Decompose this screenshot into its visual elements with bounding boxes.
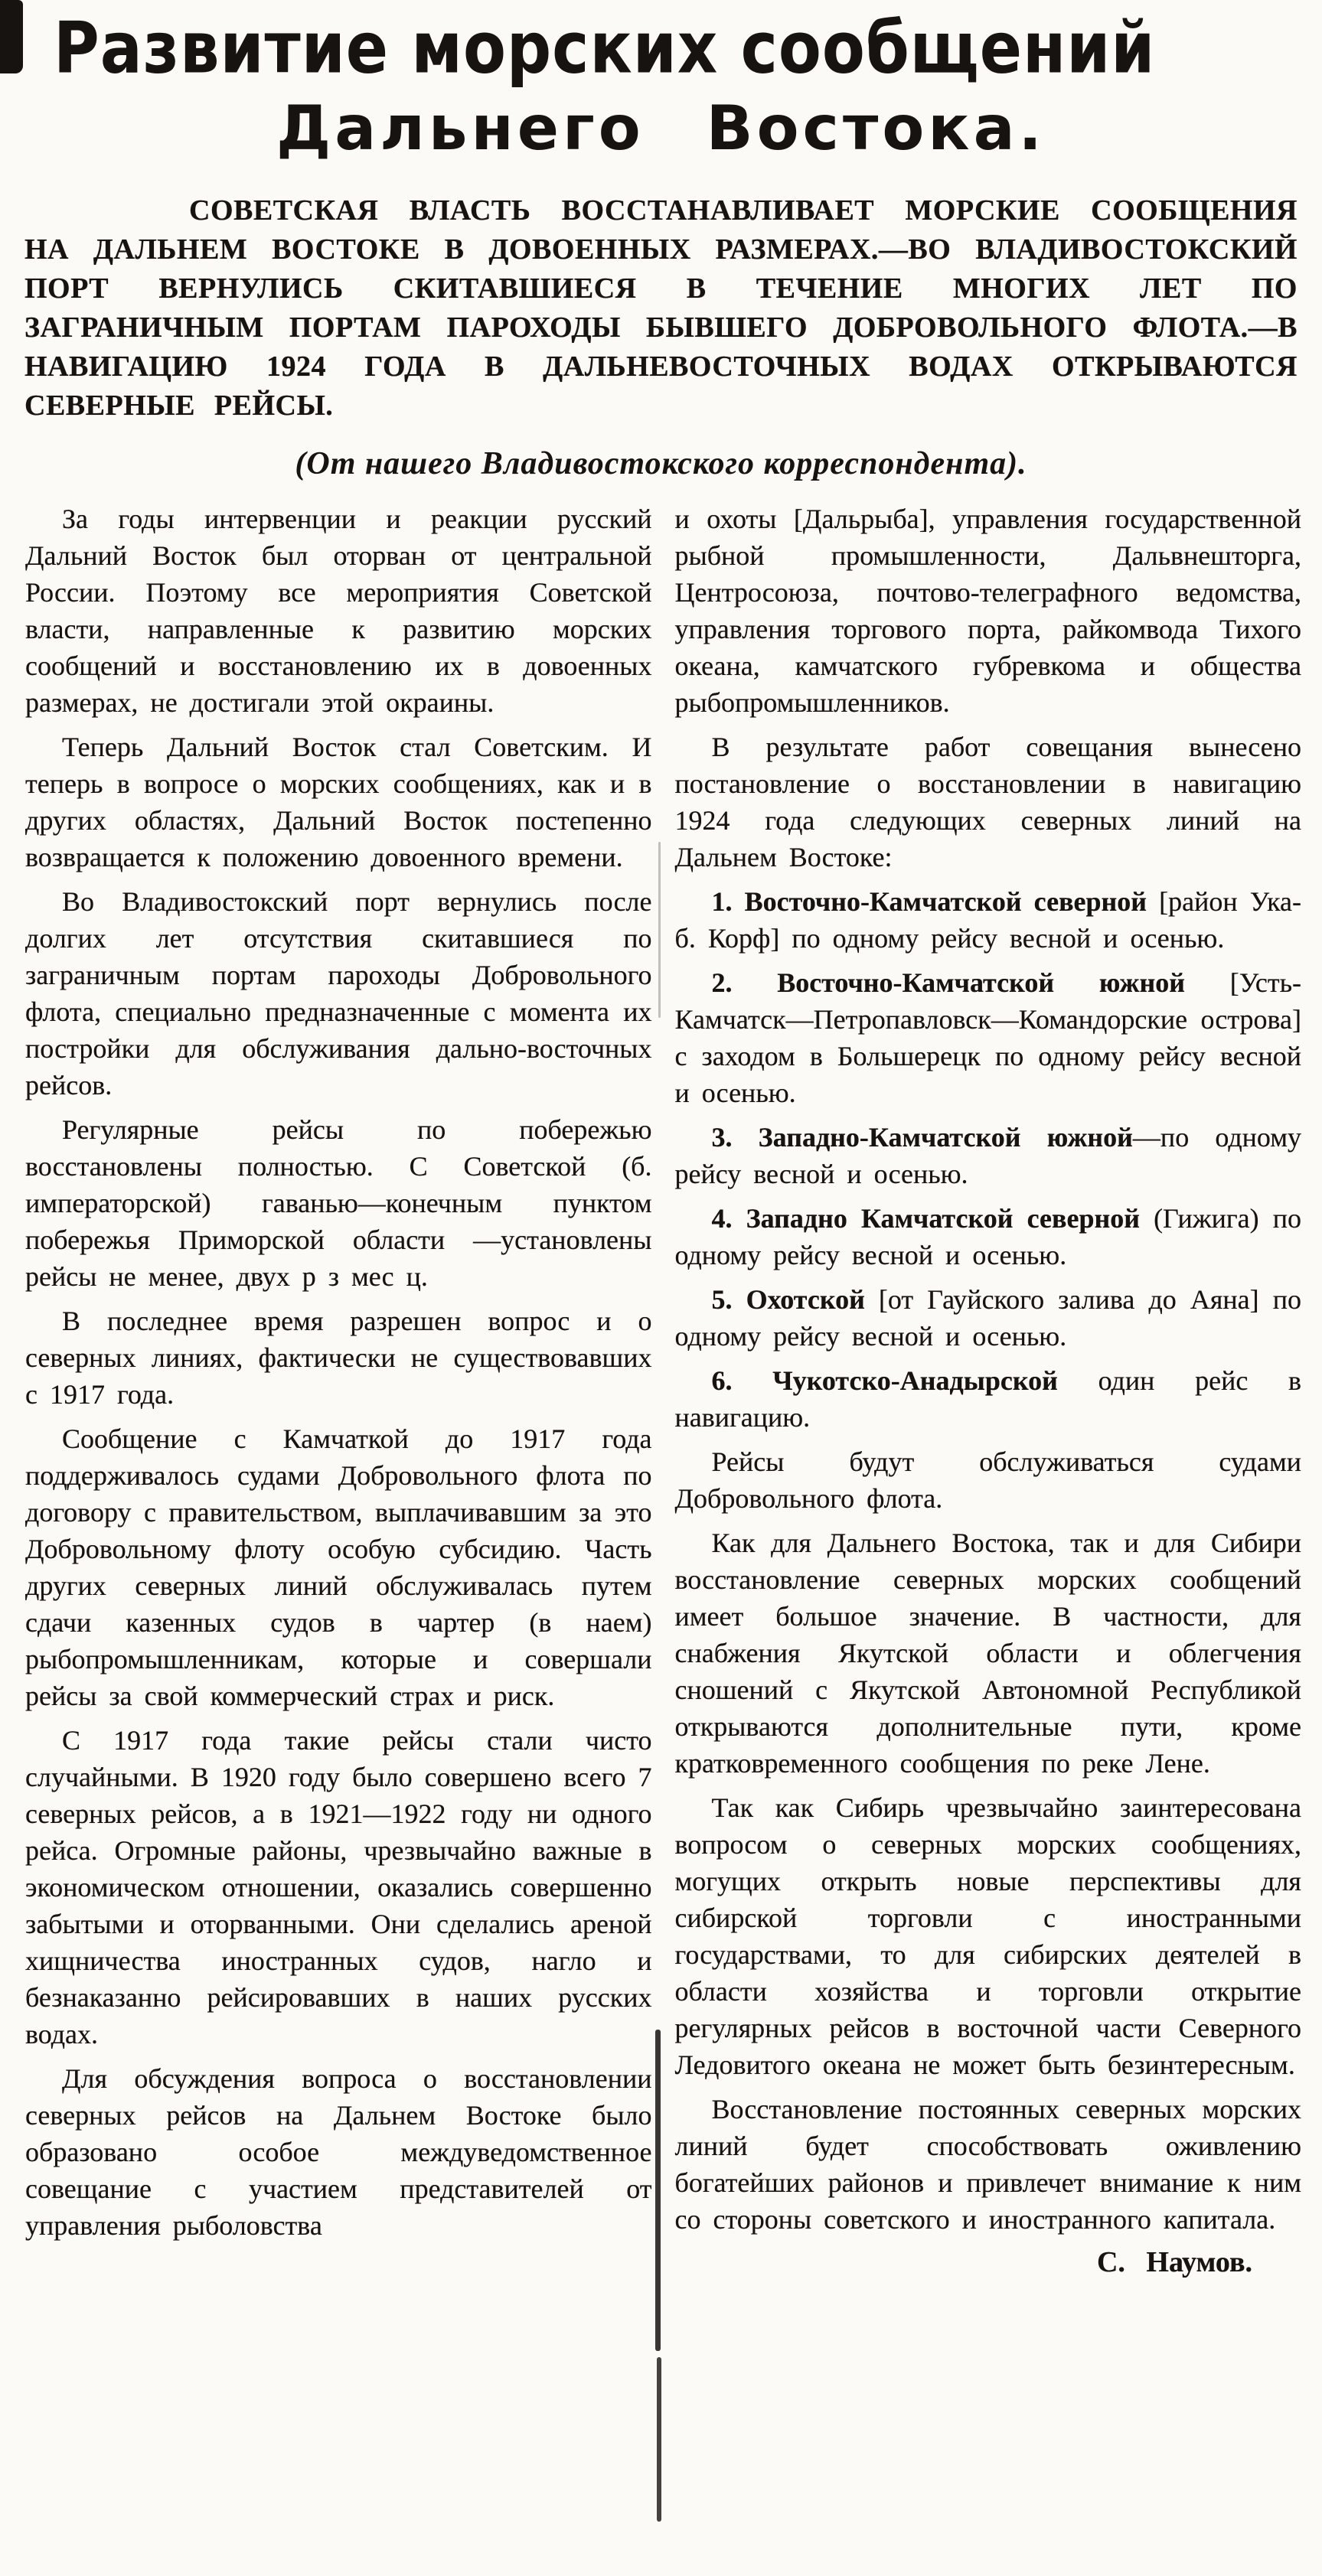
author-signature: С. Наумов. (1096, 2246, 1252, 2279)
paragraph: 4. Западно Камчатской северной (Гижига) по одному рейсу весной и осенью. (674, 1203, 1301, 1271)
lede-paragraph: СОВЕТСКАЯ ВЛАСТЬ ВОССТАНАВЛИВАЕТ МОРСКИЕ СООБЩЕНИЯ НА ДАЛЬНЕМ ВОСТОКЕ В ДОВОЕННЫХ РАЗМЕРАХ.—ВО ВЛАДИВОСТОКСКИЙ ПОРТ ВЕРНУЛИСЬ СКИТАВШИЕСЯ В ТЕЧЕНИЕ МНОГИХ ЛЕТ ПО ЗАГРАНИЧНЫМ ПОРТАМ ПАРОХОДЫ БЫВШЕГО ДОБРОВОЛЬНОГО ФЛОТА.—В НАВИГАЦИЮ 1924 ГОДА В ДАЛЬНЕВОСТОЧНЫХ ВОДАХ ОТКРЫВАЮТСЯ СЕВЕРНЫЕ РЕЙСЫ. (24, 194, 1298, 422)
paragraph: В последнее время разрешен вопрос и о северных линиях, фактически не существовавших с 1917 года. (25, 1306, 652, 1410)
paragraph: Для обсуждения вопроса о восстановлении северных рейсов на Дальнем Востоке было образовано особое междуведомственное совещание с участием представителей от управления рыболовства (25, 2063, 652, 2242)
paragraph-lead: 5. Охотской (711, 1284, 865, 1316)
ink-blob-top-left (0, 0, 23, 73)
paragraph-lead: 2. Восточно-Камчатской южной (711, 967, 1186, 999)
paragraph-lead: 3. Западно-Камчатской южной (711, 1122, 1133, 1153)
paragraph: Как для Дальнего Востока, так и для Сибири восстановление северных морских сообщений имеет большое значение. В частности, для снабжения Якутской области и облегчения сношений с Якутской Автономной Республикой открываются дополнительные пути, кроме кратковременного сообщения по реке Лене. (674, 1528, 1301, 1779)
paragraph: 1. Восточно-Камчатской северной [район Ука-б. Корф] по одному рейсу весной и осенью. (674, 886, 1301, 954)
column-left (25, 501, 652, 2252)
paragraph: Регулярные рейсы по побережью восстановлены полностью. С Советской (б. императорской) гаванью—конечным пунктом побережья Приморской области —установлены рейсы не менее, двух р з мес ц. (25, 1114, 652, 1293)
paragraph: В результате работ совещания вынесено постановление о восстановлении в навигацию 1924 года следующих северных линий на Дальнем Востоке: (674, 732, 1301, 873)
paragraph-lead: 6. Чукотско-Анадырской (711, 1365, 1058, 1397)
paragraph-lead: 4. Западно Камчатской северной (711, 1203, 1140, 1234)
paragraph: 3. Западно-Камчатской южной—по одному рейсу весной и осенью. (674, 1122, 1302, 1190)
paragraph: Так как Сибирь чрезвычайно заинтересована вопросом о северных морских сообщениях, могущих открыть новые перспективы для сибирской торговли с иностранными государствами, то для сибирских деятелей в области хозяйства и торговли открытие регулярных рейсов в восточной части Северного Ледовитого океана не может быть безинтересным. (674, 1792, 1301, 2081)
paragraph: С 1917 года такие рейсы стали чисто случайными. В 1920 году было совершено всего 7 северных рейсов, а в 1921—1922 году ни одного рейса. Огромные районы, чрезвычайно важные в экономическом отношении, оказались совершенно забытыми и оторванными. Они сделались ареной хищничества иностранных судов, нагло и безнаказанно рейсировавших в наших русских водах. (25, 1725, 652, 2050)
headline-line-1: Развитие морских сообщений (54, 6, 1156, 90)
column-rule-segment-upper (655, 2030, 661, 2351)
paragraph-lead: 1. Восточно-Камчатской северной (711, 886, 1147, 918)
headline-line-2: Дальнего Востока. (276, 93, 1046, 165)
paragraph: Сообщение с Камчаткой до 1917 года поддерживалось судами Добровольного флота по договору с правительством, выплачивавшим за это Добровольному флоту особую субсидию. Часть других северных линий обслуживалась путем сдачи казенных судов в чартер (в наем) рыбопромышленникам, которые и совершали рейсы за свой коммерческий страх и риск. (25, 1423, 652, 1712)
column-right (675, 501, 1302, 2279)
byline: (От нашего Владивостокского корреспондента). (295, 446, 1027, 482)
paragraph: 6. Чукотско-Анадырской один рейс в навигацию. (674, 1365, 1302, 1433)
paragraph: 5. Охотской [от Гауйского залива до Аяна] по одному рейсу весной и осенью. (674, 1284, 1301, 1352)
paragraph: Рейсы будут обслуживаться судами Добровольного флота. (674, 1446, 1301, 1515)
paragraph: и охоты [Дальрыба], управления государственной рыбной промышленности, Дальвнешторга, Центросоюза, почтово-телеграфного ведомства, управления торгового порта, райкомвода Тихого океана, камчатского губревкома и общества рыбопромышленников. (674, 504, 1301, 719)
column-right-paragraphs (675, 501, 1302, 2238)
paragraph: Во Владивостокский порт вернулись после долгих лет отсутствия скитавшиеся по заграничным портам пароходы Добровольного флота, специально предназначенные с момента их постройки для обслуживания дально-восточных рейсов. (25, 886, 652, 1101)
column-rule-segment-faint (658, 842, 661, 1018)
paragraph: Теперь Дальний Восток стал Советским. И теперь в вопросе о морских сообщениях, как и в других областях, Дальний Восток постепенно возвращается к положению довоенного времени. (25, 732, 652, 873)
paragraph: За годы интервенции и реакции русский Дальний Восток был оторван от центральной России. Поэтому все мероприятия Советской власти, направленные к развитию морских сообщений и восстановлению их в довоенных размерах, не достигали этой окраины. (25, 504, 652, 719)
paragraph: 2. Восточно-Камчатской южной [Усть-Камчатск—Петропавловск—Командорские острова] с заходом в Большерецк по одному рейсу весной и осенью. (674, 967, 1301, 1109)
article-columns (0, 482, 1322, 2279)
column-rule-segment-lower (657, 2357, 661, 2522)
paragraph: Восстановление постоянных северных морских линий будет способствовать оживлению богатейших районов и привлечет внимание к ним со стороны советского и иностранного капитала. (674, 2094, 1301, 2235)
